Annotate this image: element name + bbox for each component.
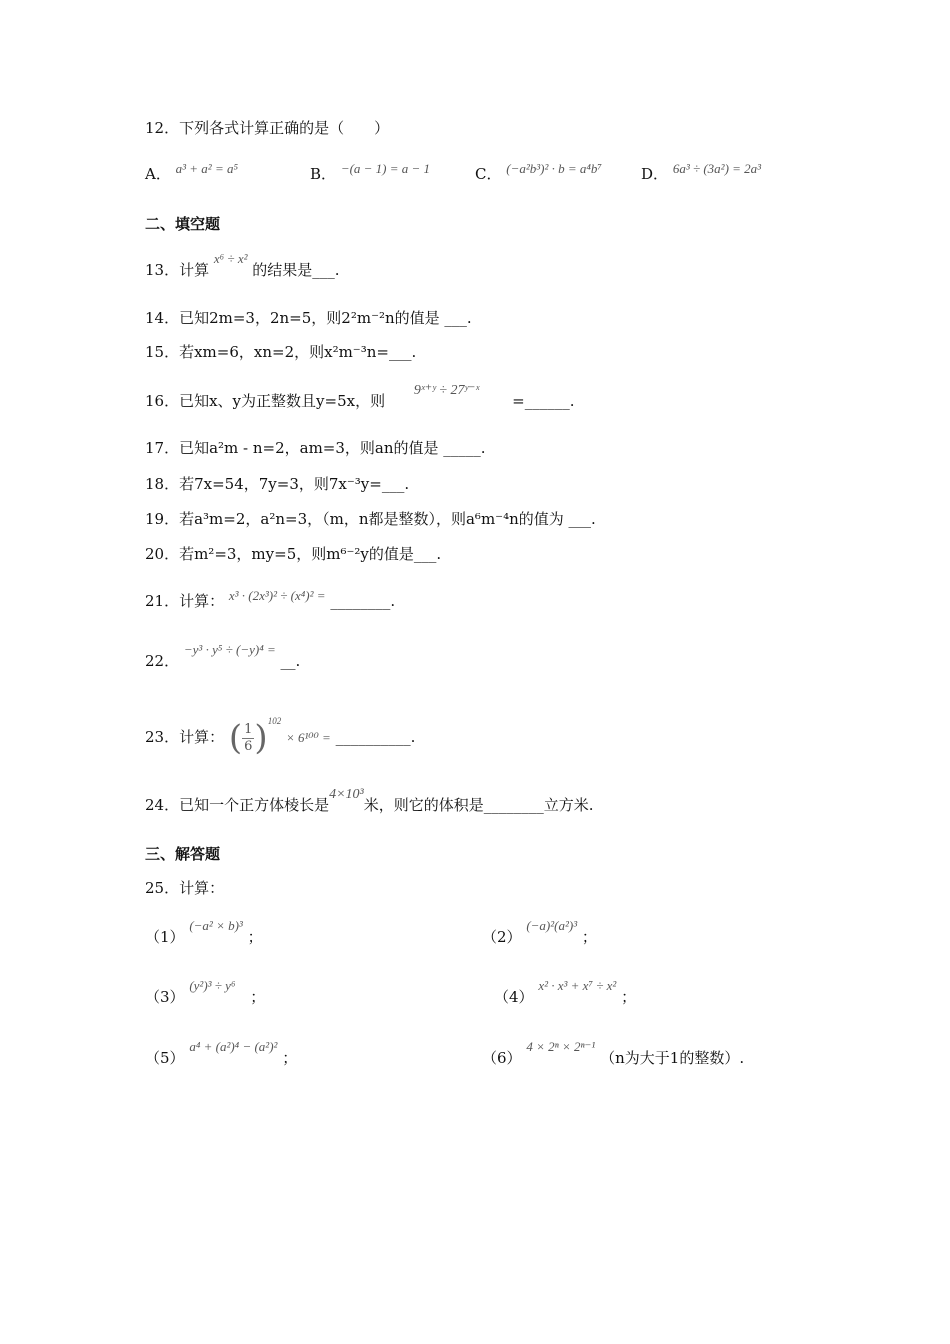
q22-post: __. [280,652,301,670]
q13-expr: x⁶ ÷ x² [213,251,248,266]
q24-post: 米，则它的体积是________立方米. [363,796,594,814]
q12-option-d [641,161,762,185]
q25-item-4-expr: x² · x³ + x⁷ ÷ x² [538,978,617,993]
q12-option-b [310,161,431,185]
q13-post: 的结果是___. [252,261,340,279]
q22-pre: 22． [145,652,180,670]
q25-item-5-label: （5） [145,1049,185,1067]
q12-option-c [475,161,602,185]
q25-item-6 [482,1039,745,1068]
q16-post: =______. [512,392,575,410]
q12-option-b-expr: −(a − 1) = a − 1 [340,161,431,176]
q12-option-c-label: C． [475,165,502,183]
q12-option-a-label: A． [145,165,171,183]
q15: 15．若xm=6，xn=2，则x²m⁻³n=___. [145,343,417,361]
q23-left-paren-icon: ( [228,718,243,758]
q25-item-1-post: ； [247,928,263,946]
q23-pre: 23．计算： [145,728,225,746]
q19: 19．若a³m=2，a²n=3，（m，n都是整数），则a⁶m⁻⁴n的值为 ___. [145,510,596,528]
q12-option-a [145,161,238,185]
q21-post: ________. [330,592,396,610]
q16 [145,383,575,413]
q23-frac-den: 6 [244,738,253,754]
q21-pre: 21．计算： [145,592,225,610]
q13-num: 13． [145,261,180,279]
q25-item-1-label: （1） [145,928,185,946]
q22 [145,642,301,672]
q25-item-1 [145,918,263,947]
q23-expr: × 6¹⁰⁰ = [285,730,331,745]
q23-post: __________. [335,728,416,746]
q12-option-b-label: B． [310,165,337,183]
q24 [145,787,594,817]
q22-expr: −y³ · y⁵ ÷ (−y)⁴ = [183,642,276,657]
q25-stem: 25．计算： [145,879,225,897]
q12-option-a-expr: a³ + a² = a⁵ [175,161,238,176]
q25-item-2-expr: (−a)²(a²)³ [526,918,578,933]
q13-pre: 计算 [179,261,210,279]
q12-option-d-expr: 6a³ ÷ (3a²) = 2a³ [672,161,762,176]
q25-item-6-label: （6） [482,1049,522,1067]
q25-item-3 [145,978,266,1007]
q21 [145,588,396,612]
section-fill-in-title: 二、填空题 [145,215,221,233]
q25-item-3-post: ； [250,988,266,1006]
q18: 18．若7x=54，7y=3，则7x⁻³y=___. [145,475,410,493]
q12-option-c-expr: (−a²b³)² · b = a⁴b⁷ [506,161,602,176]
q23 [145,710,415,756]
q21-expr: x³ · (2x³)² ÷ (x⁴)² = [228,588,326,603]
q25-item-2-label: （2） [482,928,522,946]
q25-item-4-label: （4） [494,988,534,1006]
q12-option-d-label: D． [641,165,669,183]
q23-frac-num: 1 [244,721,253,737]
q25-item-6-post: （n为大于1的整数）. [600,1049,745,1067]
q25-item-2-post: ； [581,928,597,946]
q20: 20．若m²=3，my=5，则m⁶⁻²y的值是___. [145,545,442,563]
q25-item-3-expr: (y²)³ ÷ y⁶ [189,978,236,993]
q25-item-6-expr: 4 × 2ⁿ × 2ⁿ⁻¹ [526,1039,596,1054]
q25-item-2 [482,918,597,947]
q24-pre: 24．已知一个正方体棱长是 [145,796,330,814]
q25-item-3-label: （3） [145,988,185,1006]
q23-exp: 102 [267,716,282,726]
q16-expr: 9ˣ⁺ʸ ÷ 27ʸ⁻ˣ [413,383,480,398]
q13 [145,251,340,281]
section-answer-title: 三、解答题 [145,845,221,863]
q25-item-5 [145,1039,298,1068]
q14: 14．已知2m=3，2n=5，则2²m⁻²n的值是 ___. [145,309,472,327]
q25-item-4-post: ； [621,988,637,1006]
q25-item-1-expr: (−a² × b)³ [189,918,243,933]
q25-item-4 [494,978,637,1007]
q16-pre: 16．已知x、y为正整数且y=5x，则 [145,392,386,410]
q25-item-5-post: ； [282,1049,298,1067]
q23-fraction [242,722,254,755]
q23-right-paren-icon: ) [254,718,268,758]
q25-item-5-expr: a⁴ + (a²)⁴ − (a²)² [189,1039,278,1054]
q12-stem: 12．下列各式计算正确的是（ ） [145,119,390,137]
q17: 17．已知a²m - n=2，am=3，则an的值是 _____. [145,439,486,457]
q12-options [145,161,845,188]
q24-expr: 4×10³ [329,787,364,802]
